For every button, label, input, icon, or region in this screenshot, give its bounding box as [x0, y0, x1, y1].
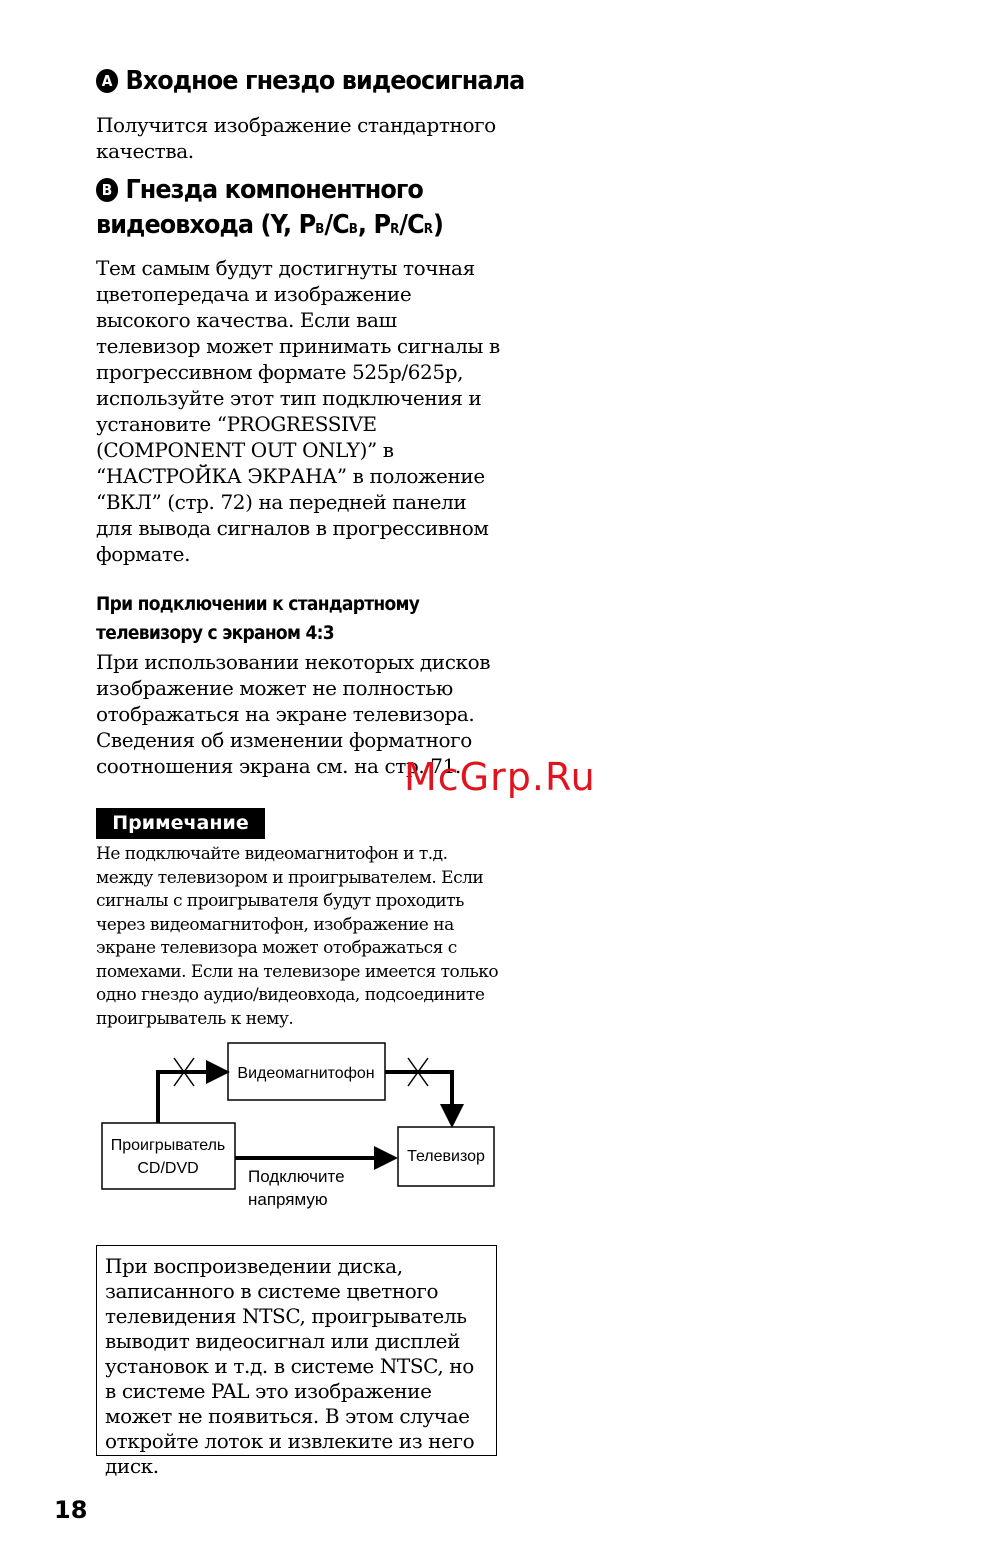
player-label-line1: Проигрыватель — [110, 1137, 226, 1154]
section-a-title-text: Входное гнездо видеосигнала — [125, 66, 525, 96]
player-label-line2: CD/DVD — [137, 1160, 199, 1177]
subscript-r: R — [423, 222, 433, 237]
section-a-text: Получится изображение стандартного качества. — [96, 113, 496, 163]
subscript-b: B — [315, 222, 325, 237]
badge-a-icon: A — [96, 69, 118, 93]
page-number: 18 — [54, 1496, 88, 1524]
player-box — [102, 1123, 235, 1189]
vcr-label: Видеомагнитофон — [237, 1065, 375, 1082]
subscript-b: B — [348, 222, 358, 237]
watermark: McGrp.Ru — [404, 755, 596, 799]
direct-label-line2: напрямую — [248, 1190, 328, 1209]
section-a — [96, 64, 525, 99]
subsection-title-line2: телевизору с экраном 4:3 — [96, 622, 334, 644]
section-b-text: Тем самым будут достигнуты точная цветопередача и изображение высокого качества. Если ваш телевизор может принимать сигналы в прогрессивном формате 525p/625p, используйте этот тип подключения и установите “PROGRESSIVE (COMPONENT OUT ONLY)” в “НАСТРОЙКА ЭКРАНА” в положение “ВКЛ” (стр. 72) на передней панели для вывода сигналов в прогрессивном формате. — [96, 256, 500, 566]
section-b-title-line2 — [96, 208, 473, 247]
section-b — [96, 173, 506, 247]
player-to-vcr-arrow — [158, 1072, 218, 1123]
badge-b-icon: B — [96, 178, 118, 202]
tv-label: Телевизор — [407, 1148, 485, 1165]
title-part: ) — [432, 210, 443, 240]
subsection — [96, 590, 506, 648]
section-b-title-line1 — [96, 173, 473, 208]
subsection-text: При использовании некоторых дисков изображение может не полностью отображаться на экране телевизора. Сведения об изменении форматного соотношения экрана см. на стр. 71. — [96, 650, 491, 778]
note-text: Не подключайте видеомагнитофон и т.д. между телевизором и проигрывателем. Если сигналы с проигрывателя будут проходить через видеомагнитофон, изображение на экране телевизора может отображаться с помехами. Если на телевизоре имеется только одно гнездо аудио/видеовхода, подсоедините проигрыватель к нему. — [96, 844, 499, 1029]
title-part: /C — [399, 210, 424, 240]
subscript-r: R — [390, 222, 400, 237]
title-part: /C — [324, 210, 349, 240]
vcr-to-tv-arrow — [385, 1072, 452, 1116]
title-part: видеовхода (Y, P — [96, 210, 316, 240]
section-a-title — [96, 64, 525, 99]
subsection-title-line1: При подключении к стандартному — [96, 593, 420, 615]
connection-diagram — [96, 1040, 506, 1220]
title-part: , P — [357, 210, 391, 240]
note-label: Примечание — [96, 808, 265, 839]
boxed-note: При воспроизведении диска, записанного в системе цветного телевидения NTSC, проигрыватель выводит видеосигнал или дисплей установок и т.д. в системе NTSC, но в системе PAL это изображение может не появиться. В этом случае откройте лоток и извлеките из него диск. — [96, 1245, 497, 1456]
direct-label-line1: Подключите — [248, 1167, 345, 1186]
section-b-title-text: Гнезда компонентного — [125, 175, 423, 205]
